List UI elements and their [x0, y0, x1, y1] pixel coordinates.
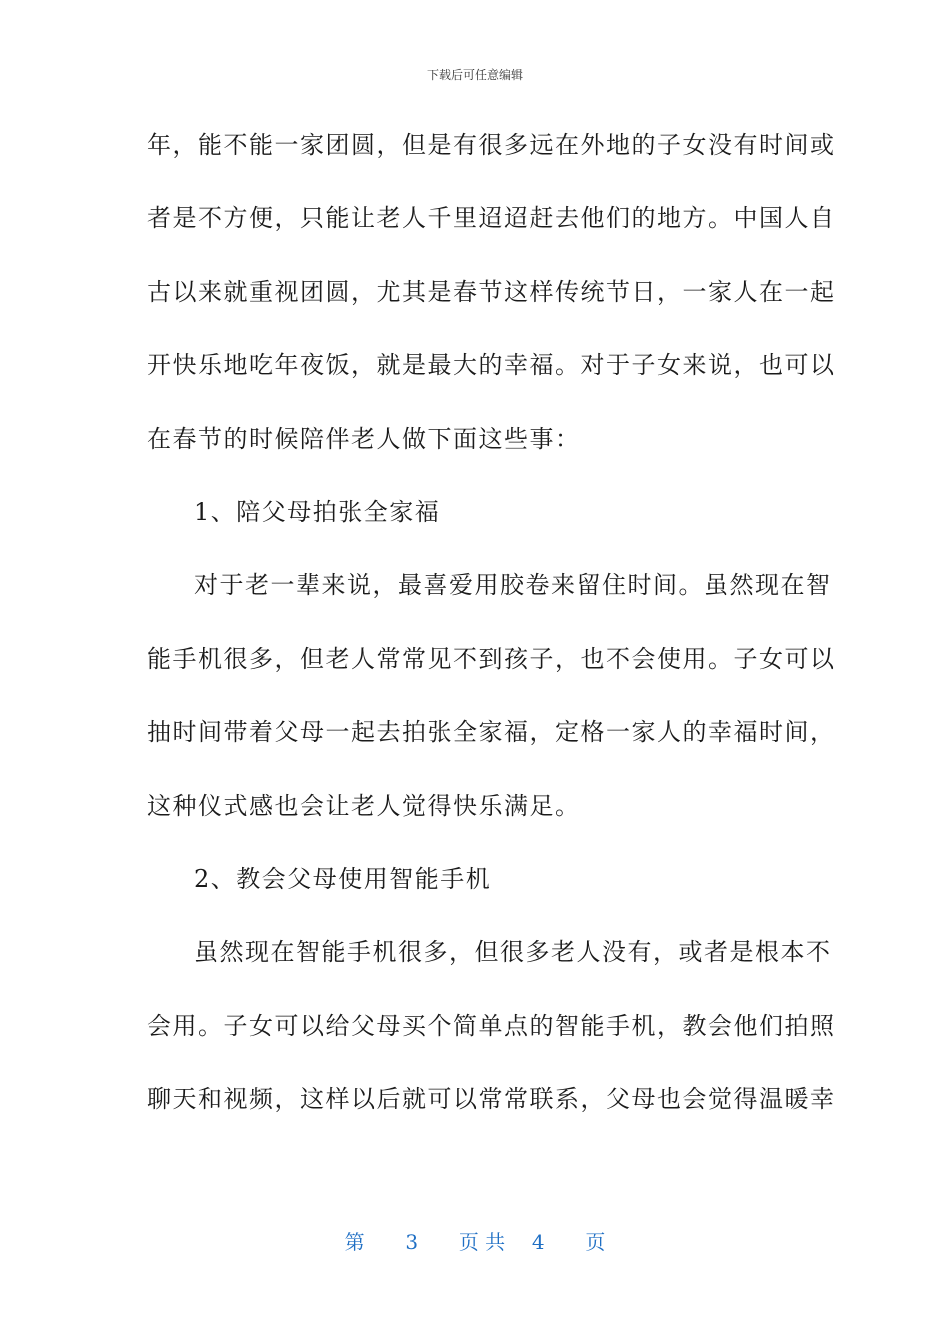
body-line: 会用。子女可以给父母买个简单点的智能手机，教会他们拍照 [147, 1011, 836, 1040]
footer-label-page: 第 [344, 1230, 365, 1254]
document-body [147, 125, 836, 1152]
section-heading: 1、陪父母拍张全家福 [194, 497, 441, 526]
footer-label-of: 页 共 [458, 1230, 506, 1254]
body-line: 聊天和视频，这样以后就可以常常联系，父母也会觉得温暖幸 [147, 1085, 836, 1114]
footer-total-pages: 4 [531, 1230, 545, 1254]
body-line: 在春节的时候陪伴老人做下面这些事： [147, 424, 581, 453]
body-line: 古以来就重视团圆，尤其是春节这样传统节日，一家人在一起 [147, 277, 836, 306]
body-line: 能手机很多，但老人常常见不到孩子，也不会使用。子女可以 [147, 644, 836, 673]
footer-label-end: 页 [585, 1230, 606, 1254]
section-heading: 2、教会父母使用智能手机 [194, 864, 492, 893]
paragraph-first-line: 对于老一辈来说，最喜爱用胶卷来留住时间。虽然现在智 [194, 571, 832, 600]
header-note: 下载后可任意编辑 [426, 68, 523, 82]
page-footer [0, 1226, 950, 1255]
body-line: 者是不方便，只能让老人千里迢迢赶去他们的地方。中国人自 [147, 204, 836, 233]
body-line: 年，能不能一家团圆，但是有很多远在外地的子女没有时间或 [147, 131, 836, 159]
paragraph-first-line: 虽然现在智能手机很多，但很多老人没有，或者是根本不 [194, 938, 832, 967]
body-line: 开快乐地吃年夜饭，就是最大的幸福。对于子女来说，也可以 [147, 351, 836, 380]
body-line: 抽时间带着父母一起去拍张全家福，定格一家人的幸福时间， [147, 718, 836, 747]
footer-current-page: 3 [405, 1230, 419, 1254]
body-line: 这种仪式感也会让老人觉得快乐满足。 [147, 791, 581, 820]
